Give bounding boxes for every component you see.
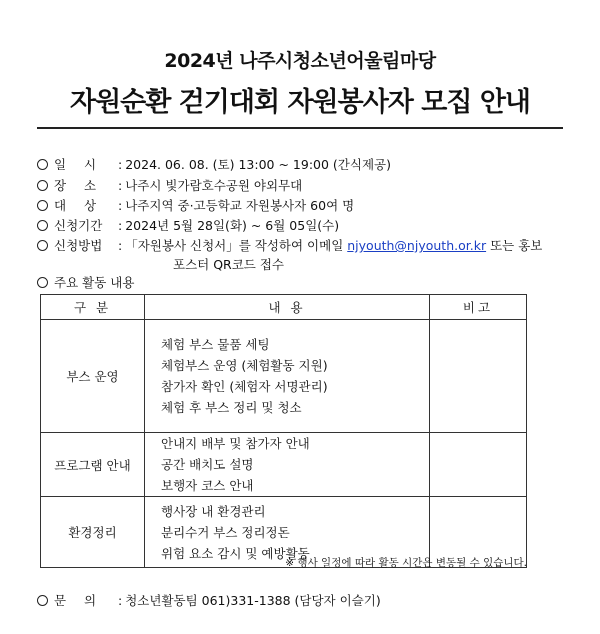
activities-table bbox=[40, 294, 527, 568]
row-category: 부스 운영 bbox=[41, 320, 145, 433]
row-note bbox=[430, 433, 527, 497]
poster-title: 자원순환 걷기대회 자원봉사자 모집 안내 bbox=[70, 87, 530, 118]
list-item: 보행자 코스 안내 bbox=[161, 478, 254, 493]
info-value: 2024년 5월 28일(화) ~ 6월 05일(수) bbox=[125, 218, 340, 233]
info-label: 일 시 bbox=[54, 157, 104, 172]
list-item: 체험 후 부스 정리 및 청소 bbox=[161, 400, 302, 415]
info-label: 신청기간 bbox=[54, 218, 103, 233]
list-item: 분리수거 부스 정리정돈 bbox=[161, 524, 290, 540]
info-label: 장 소 bbox=[54, 178, 104, 193]
info-row-period: 신청기간 : 2024년 5월 28일(화) ~ 6월 05일(수) bbox=[37, 216, 339, 234]
column-header: 구 분 bbox=[41, 295, 145, 320]
list-item: 참가자 확인 (체험자 서명관리) bbox=[161, 379, 328, 394]
info-row-method: 신청방법 : 「자원봉사 신청서」를 작성하여 이메일 njyouth@njyouth.or.kr 또는 홍보 bbox=[37, 236, 542, 254]
info-row-method-continued: 포스터 QR코드 접수 bbox=[173, 257, 284, 272]
circle-bullet-icon bbox=[37, 240, 48, 251]
circle-bullet-icon bbox=[37, 180, 48, 191]
email-link[interactable]: njyouth@njyouth.or.kr bbox=[347, 238, 487, 253]
activities-heading bbox=[37, 273, 134, 291]
list-item: 체험부스 운영 (체험활동 지원) bbox=[161, 358, 328, 373]
column-header: 내 용 bbox=[145, 295, 430, 320]
list-item: 행사장 내 환경관리 bbox=[161, 503, 266, 519]
info-row-place: 장 소 : 나주시 빛가람호수공원 야외무대 bbox=[37, 176, 302, 194]
circle-bullet-icon bbox=[37, 159, 48, 170]
contact-value: 청소년활동팀 061)331-1388 (담당자 이슬기) bbox=[125, 593, 381, 608]
info-row-target: 대 상 : 나주지역 중·고등학교 자원봉사자 60여 명 bbox=[37, 196, 354, 214]
circle-bullet-icon bbox=[37, 200, 48, 211]
contact-label: 문 의 bbox=[54, 593, 104, 608]
info-value: 또는 홍보 bbox=[486, 238, 543, 253]
list-item: 체험 부스 물품 세팅 bbox=[161, 337, 270, 352]
info-label: 신청방법 bbox=[54, 238, 103, 253]
contact-row: 문 의 : 청소년활동팀 061)331-1388 (담당자 이슬기) bbox=[37, 591, 381, 609]
poster-subtitle: 2024년 나주시청소년어울림마당 bbox=[164, 50, 436, 72]
table-row bbox=[41, 320, 527, 433]
circle-bullet-icon bbox=[37, 277, 48, 288]
schedule-footnote: ※ 행사 일정에 따라 활동 시간은 변동될 수 있습니다. bbox=[285, 557, 527, 569]
table-row bbox=[41, 433, 527, 497]
row-note bbox=[430, 320, 527, 433]
title-divider bbox=[37, 127, 563, 129]
list-item: 공간 배치도 설명 bbox=[161, 457, 254, 472]
activities-heading-text: 주요 활동 내용 bbox=[54, 275, 135, 290]
row-items bbox=[145, 320, 430, 433]
column-header: 비고 bbox=[430, 295, 527, 320]
row-items bbox=[145, 433, 430, 497]
info-value: 「자원봉사 신청서」를 작성하여 이메일 bbox=[125, 238, 348, 253]
row-category: 프로그램 안내 bbox=[41, 433, 145, 497]
info-value: 나주지역 중·고등학교 자원봉사자 60여 명 bbox=[125, 198, 355, 213]
info-value: 나주시 빛가람호수공원 야외무대 bbox=[125, 178, 303, 193]
circle-bullet-icon bbox=[37, 220, 48, 231]
info-row-date: 일 시 : 2024. 06. 08. (토) 13:00 ~ 19:00 (간식제공) bbox=[37, 155, 391, 173]
list-item: 위험 요소 감시 및 예방활동 bbox=[161, 545, 310, 561]
info-value: 2024. 06. 08. (토) 13:00 ~ 19:00 (간식제공) bbox=[125, 157, 391, 172]
circle-bullet-icon bbox=[37, 595, 48, 606]
table-header-row bbox=[41, 295, 527, 320]
info-label: 대 상 bbox=[54, 198, 104, 213]
list-item: 안내지 배부 및 참가자 안내 bbox=[161, 436, 310, 451]
row-category: 환경정리 bbox=[41, 497, 145, 568]
